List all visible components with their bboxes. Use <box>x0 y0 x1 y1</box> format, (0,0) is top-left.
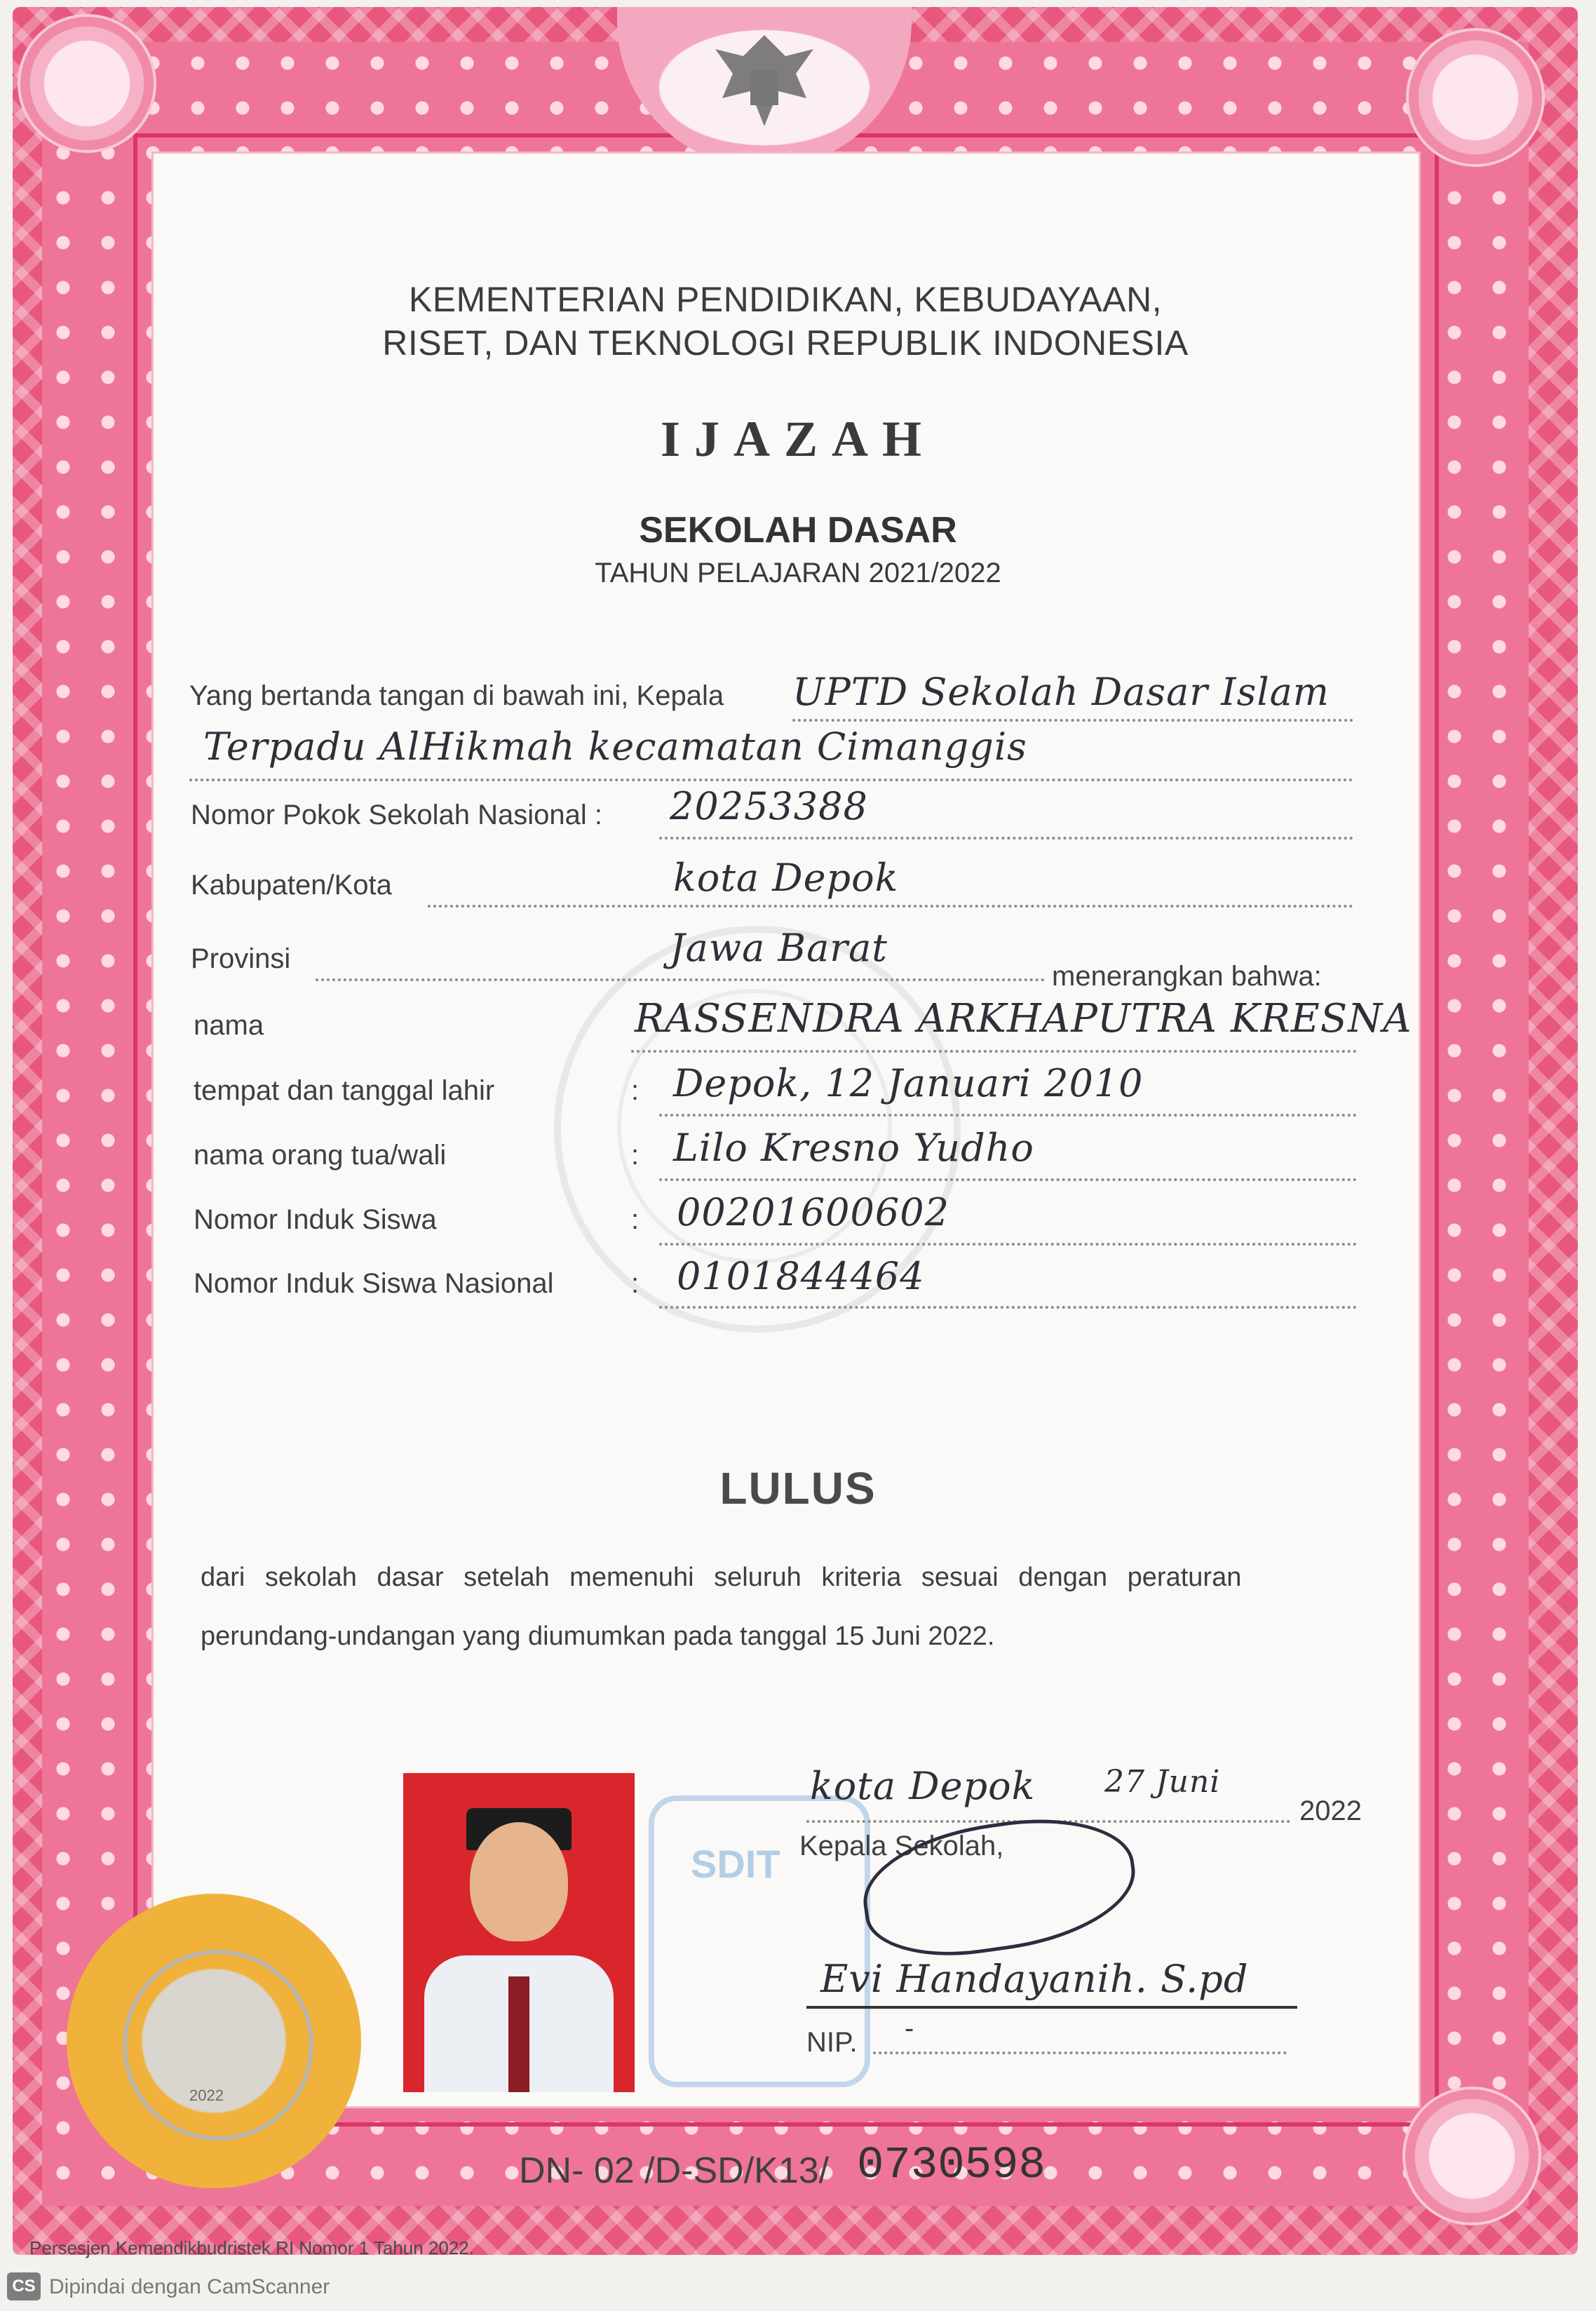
ttl-label: tempat dan tanggal lahir <box>194 1075 495 1106</box>
result-text-line-1: dari sekolah dasar setelah memenuhi seluruh kriteria sesuai dengan peraturan <box>201 1563 1242 1592</box>
kabupaten-value: kota Depok <box>673 856 899 900</box>
ortu-label: nama orang tua/wali <box>194 1140 447 1171</box>
nisn-value: 0101844464 <box>677 1254 925 1298</box>
result-status: LULUS <box>719 1463 877 1514</box>
provinsi-value: Jawa Barat <box>670 926 888 970</box>
nip-label: NIP. <box>806 2027 858 2058</box>
corner-ornament-bottom-right <box>1402 2087 1541 2225</box>
ministry-line-1: KEMENTERIAN PENDIDIKAN, KEBUDAYAAN, <box>408 280 1163 319</box>
ijazah-document: KEMENTERIAN PENDIDIKAN, KEBUDAYAAN, RISET, DAN TEKNOLOGI REPUBLIK INDONESIA IJAZAH SEKOLAH DASAR TAHUN PELAJARAN 2021/2022 Yang bertanda tangan di bawah ini, Kepala UPTD Sekolah Dasar Islam Terpadu AlHikmah kecamatan Cimanggis Nomor Pokok Sekolah Nasional : 20253388 Kabupaten/Kota kota Depok Provinsi Jawa Barat menerangkan bahwa: nama RASSENDRA ARKHAPUTRA KRESNA tempat dan tanggal lahir : Depok, 12 Januari 2010 nama orang tua/wali : Lilo Kresno Yudho Nomor Induk Siswa : 00201600602 Nomor Induk Siswa Nasional : 0101844464 LULUS dari sekolah dasar setelah memenuhi seluruh kriteria sesuai dengan peraturan perundang-undangan yang diumumkan pada tanggal 15 Juni 2022. SDIT 2022 kota Depok 27 Juni 2022 Kepala Sekolah, Evi Handayanih. S.pd NIP. - DN- 02 /D-SD/K13/ 0730598 Persesjen Kemendikbudristek RI Nomor 1 Tahun 2022. CS Dipindai dengan CamScanner <box>0 0 1596 2311</box>
school-level: SEKOLAH DASAR <box>639 510 957 551</box>
signature-name: Evi Handayanih. S.pd <box>820 1957 1249 2001</box>
nama-value: RASSENDRA ARKHAPUTRA KRESNA <box>635 996 1412 1042</box>
student-photo <box>403 1773 635 2092</box>
serial-prefix: DN- 02 /D-SD/K13/ <box>519 2150 830 2191</box>
ttl-value: Depok, 12 Januari 2010 <box>673 1061 1144 1105</box>
signature-place: kota Depok <box>810 1764 1036 1808</box>
provinsi-label: Provinsi <box>191 943 291 974</box>
menerangkan-label: menerangkan bahwa: <box>1052 961 1322 992</box>
signature-year: 2022 <box>1299 1795 1362 1826</box>
school-name-line-2: Terpadu AlHikmah kecamatan Cimanggis <box>203 725 1027 769</box>
hologram-seal <box>67 1894 361 2188</box>
npsn-value: 20253388 <box>670 784 868 828</box>
ortu-value: Lilo Kresno Yudho <box>673 1126 1034 1170</box>
serial-number: 0730598 <box>857 2141 1046 2191</box>
academic-year: TAHUN PELAJARAN 2021/2022 <box>595 558 1001 588</box>
nip-value: - <box>905 2013 914 2044</box>
npsn-label: Nomor Pokok Sekolah Nasional : <box>191 800 602 830</box>
school-stamp-text: SDIT <box>691 1842 780 1886</box>
camscanner-icon: CS <box>7 2272 41 2300</box>
corner-ornament-top-left <box>18 14 156 153</box>
document-title: IJAZAH <box>660 411 936 467</box>
signature-role: Kepala Sekolah, <box>799 1831 1004 1861</box>
kabupaten-label: Kabupaten/Kota <box>191 870 392 901</box>
ministry-line-2: RISET, DAN TEKNOLOGI REPUBLIK INDONESIA <box>382 323 1189 363</box>
footnote: Persesjen Kemendikbudristek RI Nomor 1 Tahun 2022. <box>29 2237 474 2258</box>
nisn-label: Nomor Induk Siswa Nasional <box>194 1268 554 1299</box>
garuda-emblem <box>617 7 912 168</box>
nis-label: Nomor Induk Siswa <box>194 1204 437 1235</box>
signature-date: 27 Juni <box>1104 1764 1221 1800</box>
school-name-line-1: UPTD Sekolah Dasar Islam <box>792 670 1330 714</box>
nama-label: nama <box>194 1010 264 1041</box>
scanner-watermark: Dipindai dengan CamScanner <box>49 2275 330 2298</box>
result-text-line-2: perundang-undangan yang diumumkan pada tanggal 15 Juni 2022. <box>201 1622 995 1651</box>
intro-label: Yang bertanda tangan di bawah ini, Kepala <box>189 680 724 711</box>
corner-ornament-top-right <box>1406 28 1545 167</box>
seal-year: 2022 <box>189 2087 224 2104</box>
nis-value: 00201600602 <box>677 1190 949 1234</box>
